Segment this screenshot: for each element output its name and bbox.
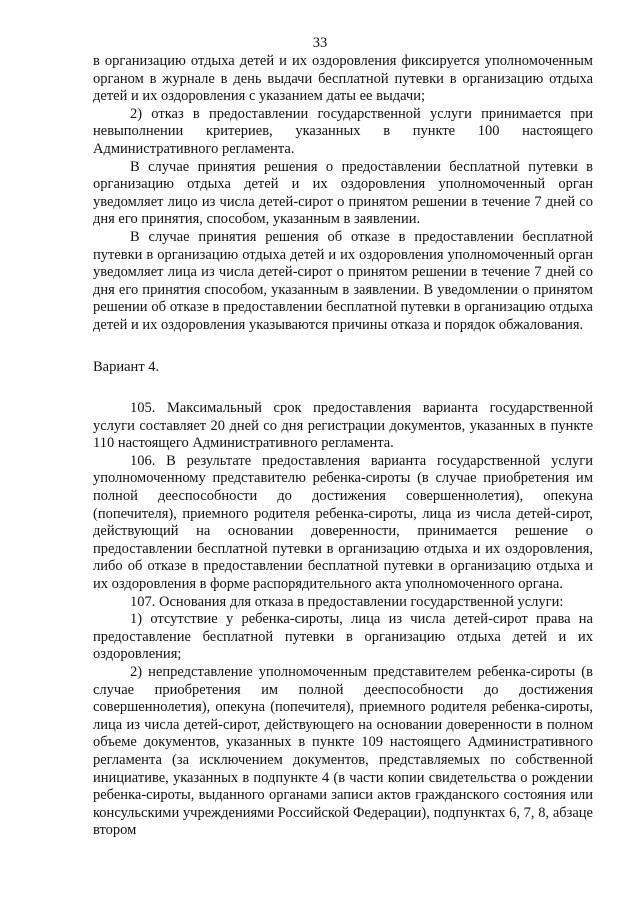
paragraph-105: 105. Максимальный срок предоставления варианта государственной услуги составляет 20 дней со дня регистрации документов, указанных в пункте 110 настоящего Административного регламента.: [93, 400, 593, 452]
document-body: [93, 53, 593, 840]
page-number: 33: [312, 35, 328, 51]
paragraph-107-item-2: 2) непредставление уполномоченным представителем ребенка-сироты (в случае приобретения им полной дееспособности до достижения совершеннолетия), опекуна (попечителя), приемного родителя ребенка-сироты, лица из числа детей-сирот, действующего на основании доверенности в полном объеме документов, указанных в пункте 109 настоящего Административного регламента (за исключением документов, представляемых по собственной инициативе, указанных в подпункте 4 (в части копии свидетельства о рождении ребенка-сироты, выданного органами записи актов гражданского состояния или консульскими учреждениями Российской Федерации), подпунктах 6, 7, 8, абзаце втором: [93, 664, 593, 839]
paragraph-decision-granted: В случае принятия решения о предоставлении бесплатной путевки в организацию отдыха детей и их оздоровления уполномоченный орган уведомляет лицо из числа детей-сирот о принятом решении в течение 7 дней со дня его принятия, способом, указанным в заявлении.: [93, 158, 593, 228]
variant-heading: Вариант 4.: [93, 358, 160, 375]
paragraph-refusal-criteria: 2) отказ в предоставлении государственной услуги принимается при невыполнении критериев, указанных в пункте 100 настоящего Административного регламента.: [93, 105, 593, 157]
paragraph-107: 107. Основания для отказа в предоставлении государственной услуги:: [130, 593, 564, 610]
paragraph-continuation: в организацию отдыха детей и их оздоровления фиксируется уполномоченным органом в журнале в день выдачи бесплатной путевки в организацию отдыха детей и их оздоровления с указанием даты ее выдачи;: [93, 53, 593, 105]
paragraph-106: 106. В результате предоставления варианта государственной услуги уполномоченному представителю ребенка-сироты (в случае приобретения им полной дееспособности до достижения совершеннолетия), опекуна (попечителя), приемного родителя ребенка-сироты, лица из числа детей-сирот, действующий на основании доверенности, принимается решение о предоставлении бесплатной путевки в организацию отдыха и их оздоровления, либо об отказе в предоставлении бесплатной путевки в организацию отдыха и их оздоровления в форме распорядительного акта уполномоченного органа.: [93, 452, 593, 593]
paragraph-107-item-1: 1) отсутствие у ребенка-сироты, лица из числа детей-сирот права на предоставление бесплатной путевки в организацию отдыха детей и их оздоровления;: [93, 611, 593, 663]
paragraph-decision-refused: В случае принятия решения об отказе в предоставлении бесплатной путевки в организацию отдыха детей и их оздоровления уполномоченный орган уведомляет лица из числа детей-сирот о принятом решении в течение 7 дней со дня его принятия способом, указанным в заявлении. В уведомлении о принятом решении об отказе в предоставлении бесплатной путевки в организацию отдыха детей и их оздоровления указываются причины отказа и порядок обжалования.: [93, 228, 593, 333]
